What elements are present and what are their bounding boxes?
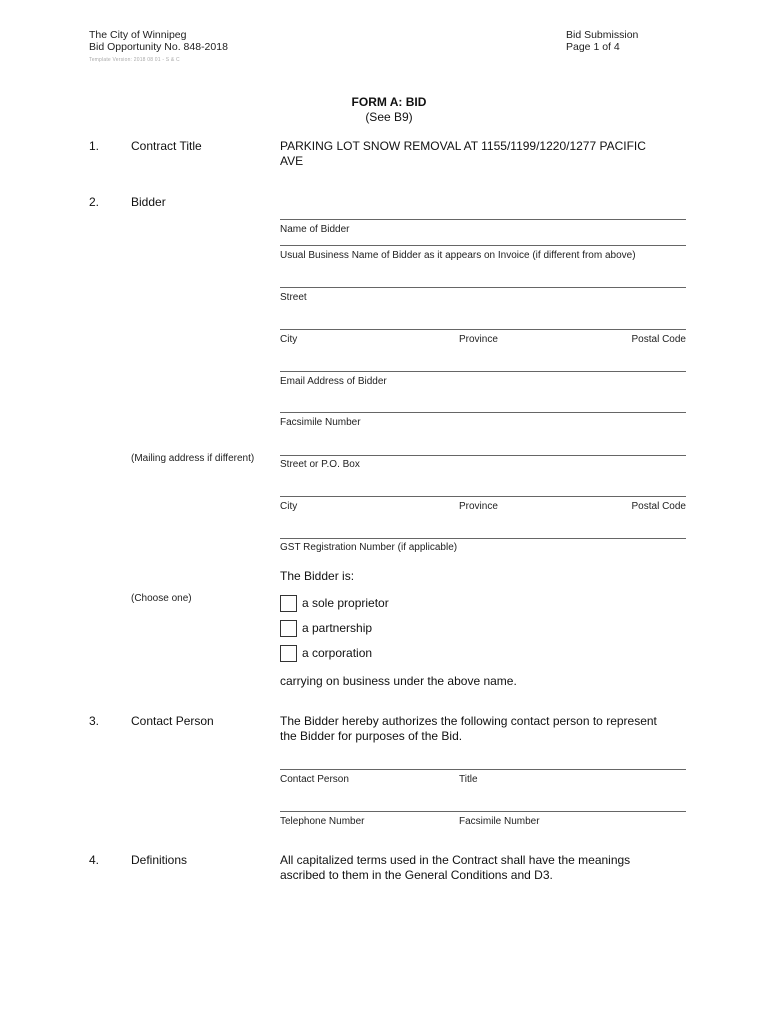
- definitions-line1: All capitalized terms used in the Contract shall have the meanings: [280, 853, 631, 867]
- form-title: FORM A: BID: [351, 95, 427, 109]
- carrying-on-text: carrying on business under the above name.: [280, 674, 517, 688]
- contact-authorization-line2: the Bidder for purposes of the Bid.: [280, 729, 463, 743]
- contact-person-caption: Contact Person: [280, 774, 349, 785]
- business-name-field[interactable]: [280, 245, 686, 246]
- section-3-number: 3.: [89, 714, 100, 728]
- city-province-postal-field[interactable]: [280, 329, 686, 330]
- header-template-version: Template Version: 2018 08 01 - S & C: [89, 57, 180, 63]
- province-caption: Province: [459, 334, 498, 345]
- name-of-bidder-field[interactable]: [280, 219, 686, 220]
- contract-title-line1: PARKING LOT SNOW REMOVAL AT 1155/1199/1220/1277 PACIFIC: [280, 139, 646, 153]
- name-of-bidder-caption: Name of Bidder: [280, 224, 350, 235]
- title-caption: Title: [459, 774, 478, 785]
- choose-one-note: (Choose one): [131, 593, 192, 604]
- gst-field[interactable]: [280, 538, 686, 539]
- corporation-checkbox[interactable]: [280, 645, 297, 662]
- city-caption: City: [280, 334, 298, 345]
- definitions-line2: ascribed to them in the General Conditions and D3.: [280, 868, 553, 882]
- sole-proprietor-label: a sole proprietor: [302, 596, 389, 610]
- email-field[interactable]: [280, 371, 686, 372]
- header-page-number: Page 1 of 4: [566, 41, 620, 53]
- partnership-label: a partnership: [302, 621, 373, 635]
- mailing-postal-code-caption: Postal Code: [631, 501, 686, 512]
- facsimile-caption: Facsimile Number: [280, 417, 361, 428]
- contact-person-title-field[interactable]: [280, 769, 686, 770]
- header-org: The City of Winnipeg: [89, 29, 187, 41]
- email-caption: Email Address of Bidder: [280, 376, 387, 387]
- gst-caption: GST Registration Number (if applicable): [280, 542, 458, 553]
- section-4-number: 4.: [89, 853, 100, 867]
- mailing-city-caption: City: [280, 501, 298, 512]
- form-subtitle: (See B9): [365, 110, 413, 124]
- street-field[interactable]: [280, 287, 686, 288]
- contract-title-line2: AVE: [280, 154, 304, 168]
- section-1-number: 1.: [89, 139, 100, 153]
- mailing-city-province-postal-field[interactable]: [280, 496, 686, 497]
- section-2-label: Bidder: [131, 195, 166, 209]
- street-po-caption: Street or P.O. Box: [280, 459, 360, 470]
- mailing-address-note: (Mailing address if different): [131, 453, 255, 464]
- corporation-label: a corporation: [302, 646, 373, 660]
- sole-proprietor-checkbox[interactable]: [280, 595, 297, 612]
- header-bid-opportunity: Bid Opportunity No. 848-2018: [89, 41, 228, 53]
- street-caption: Street: [280, 292, 307, 303]
- section-1-label: Contract Title: [131, 139, 202, 153]
- section-2-number: 2.: [89, 195, 100, 209]
- street-po-field[interactable]: [280, 455, 686, 456]
- telephone-facsimile-field[interactable]: [280, 811, 686, 812]
- mailing-province-caption: Province: [459, 501, 498, 512]
- bidder-is-heading: The Bidder is:: [280, 569, 355, 583]
- telephone-caption: Telephone Number: [280, 816, 365, 827]
- business-name-caption: Usual Business Name of Bidder as it appears on Invoice (if different from above): [280, 250, 636, 261]
- facsimile-field[interactable]: [280, 412, 686, 413]
- contact-facsimile-caption: Facsimile Number: [459, 816, 540, 827]
- contact-authorization-line1: The Bidder hereby authorizes the following contact person to represent: [280, 714, 657, 728]
- section-3-label: Contact Person: [131, 714, 214, 728]
- partnership-checkbox[interactable]: [280, 620, 297, 637]
- header-bid-submission: Bid Submission: [566, 29, 639, 41]
- section-4-label: Definitions: [131, 853, 188, 867]
- postal-code-caption: Postal Code: [631, 334, 686, 345]
